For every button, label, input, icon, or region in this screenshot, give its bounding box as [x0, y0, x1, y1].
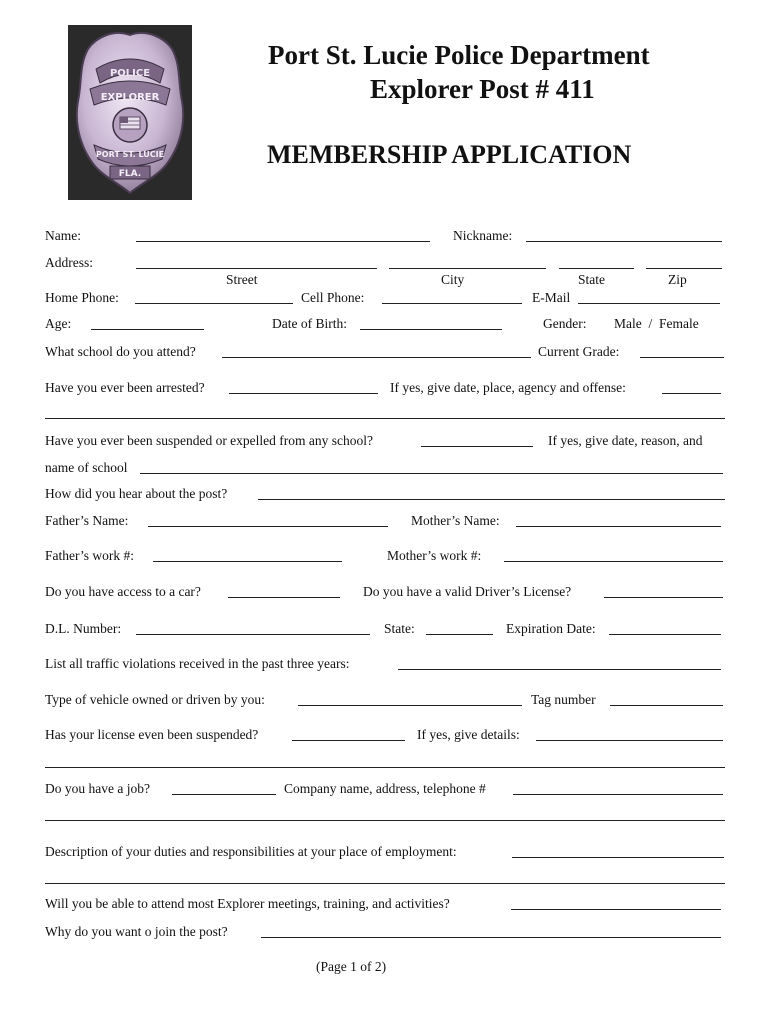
license-field[interactable]: [604, 597, 723, 598]
age-label: Age:: [45, 316, 72, 331]
license-details-label: If yes, give details:: [417, 727, 520, 742]
school-field[interactable]: [222, 357, 531, 358]
expiration-field[interactable]: [609, 634, 721, 635]
badge-text-top: POLICE: [109, 68, 151, 79]
company-label: Company name, address, telephone #: [284, 781, 486, 796]
state-caption: State: [578, 272, 605, 287]
school-label: What school do you attend?: [45, 344, 196, 359]
badge-logo: [68, 25, 192, 200]
company-line-2[interactable]: [45, 820, 725, 821]
car-field[interactable]: [228, 597, 340, 598]
tag-field[interactable]: [610, 705, 723, 706]
expiration-label: Expiration Date:: [506, 621, 596, 636]
dl-number-field[interactable]: [136, 634, 370, 635]
mother-work-field[interactable]: [504, 561, 723, 562]
attend-label: Will you be able to attend most Explorer meetings, training, and activities?: [45, 896, 450, 911]
badge-text-middle: EXPLORER: [100, 92, 160, 103]
state-field[interactable]: [559, 268, 634, 269]
badge-text-bottom: FLA.: [118, 169, 142, 179]
hear-label: How did you hear about the post?: [45, 486, 228, 501]
tag-label: Tag number: [531, 692, 596, 707]
suspended-school-label: Have you ever been suspended or expelled from any school?: [45, 433, 374, 448]
father-work-field[interactable]: [153, 561, 342, 562]
father-name-label: Father’s Name:: [45, 513, 129, 528]
license-details-line-2[interactable]: [45, 767, 725, 768]
arrested-details-line-2[interactable]: [45, 418, 725, 419]
police-badge-icon: [68, 25, 192, 200]
nickname-field[interactable]: [526, 241, 722, 242]
dl-number-label: D.L. Number:: [45, 621, 122, 636]
vehicle-field[interactable]: [298, 705, 522, 706]
license-suspended-label: Has your license even been suspended?: [45, 727, 259, 742]
father-work-label: Father’s work #:: [45, 548, 134, 563]
name-label: Name:: [45, 228, 81, 243]
mother-name-label: Mother’s Name:: [411, 513, 500, 528]
gender-label: Gender:: [543, 316, 587, 331]
why-field[interactable]: [261, 937, 721, 938]
car-label: Do you have access to a car?: [45, 584, 201, 599]
badge-text-lower: PORT ST. LUCIE: [95, 150, 165, 159]
arrested-label: Have you ever been arrested?: [45, 380, 205, 395]
street-field[interactable]: [136, 268, 377, 269]
school-name-label: name of school: [45, 460, 128, 475]
zip-field[interactable]: [646, 268, 722, 269]
attend-field[interactable]: [511, 909, 721, 910]
dob-field[interactable]: [360, 329, 502, 330]
application-title: MEMBERSHIP APPLICATION: [267, 140, 632, 169]
school-name-field[interactable]: [140, 473, 723, 474]
duties-field[interactable]: [512, 857, 724, 858]
home-phone-field[interactable]: [135, 303, 293, 304]
arrested-details-field[interactable]: [662, 393, 721, 394]
job-field[interactable]: [172, 794, 276, 795]
dob-label: Date of Birth:: [272, 316, 347, 331]
license-details-field[interactable]: [536, 740, 723, 741]
father-name-field[interactable]: [148, 526, 388, 527]
dl-state-field[interactable]: [426, 634, 493, 635]
company-field[interactable]: [513, 794, 723, 795]
cell-phone-field[interactable]: [382, 303, 522, 304]
name-field[interactable]: [136, 241, 430, 242]
email-field[interactable]: [578, 303, 720, 304]
mother-name-field[interactable]: [516, 526, 721, 527]
violations-field[interactable]: [398, 669, 721, 670]
post-title: Explorer Post # 411: [370, 74, 595, 104]
mother-work-label: Mother’s work #:: [387, 548, 482, 563]
nickname-label: Nickname:: [453, 228, 513, 243]
page-number: (Page 1 of 2): [316, 959, 387, 974]
gender-options[interactable]: Male / Female: [614, 316, 699, 331]
grade-field[interactable]: [640, 357, 724, 358]
grade-label: Current Grade:: [538, 344, 620, 359]
address-label: Address:: [45, 255, 93, 270]
age-field[interactable]: [91, 329, 204, 330]
license-suspended-field[interactable]: [292, 740, 405, 741]
violations-label: List all traffic violations received in the past three years:: [45, 656, 350, 671]
vehicle-label: Type of vehicle owned or driven by you:: [45, 692, 265, 707]
suspended-school-field[interactable]: [421, 446, 533, 447]
street-caption: Street: [226, 272, 258, 287]
dl-state-label: State:: [384, 621, 415, 636]
city-field[interactable]: [389, 268, 546, 269]
home-phone-label: Home Phone:: [45, 290, 119, 305]
arrested-details-label: If yes, give date, place, agency and offense:: [390, 380, 626, 395]
city-caption: City: [441, 272, 465, 287]
zip-caption: Zip: [668, 272, 687, 287]
duties-label: Description of your duties and responsibilities at your place of employment:: [45, 844, 457, 859]
duties-line-2[interactable]: [45, 883, 725, 884]
why-label: Why do you want o join the post?: [45, 924, 228, 939]
email-label: E-Mail: [532, 290, 571, 305]
arrested-field[interactable]: [229, 393, 378, 394]
department-title: Port St. Lucie Police Department: [268, 40, 650, 70]
suspended-details-label: If yes, give date, reason, and: [548, 433, 703, 448]
license-label: Do you have a valid Driver’s License?: [363, 584, 572, 599]
hear-field[interactable]: [258, 499, 725, 500]
job-label: Do you have a job?: [45, 781, 150, 796]
cell-phone-label: Cell Phone:: [301, 290, 365, 305]
